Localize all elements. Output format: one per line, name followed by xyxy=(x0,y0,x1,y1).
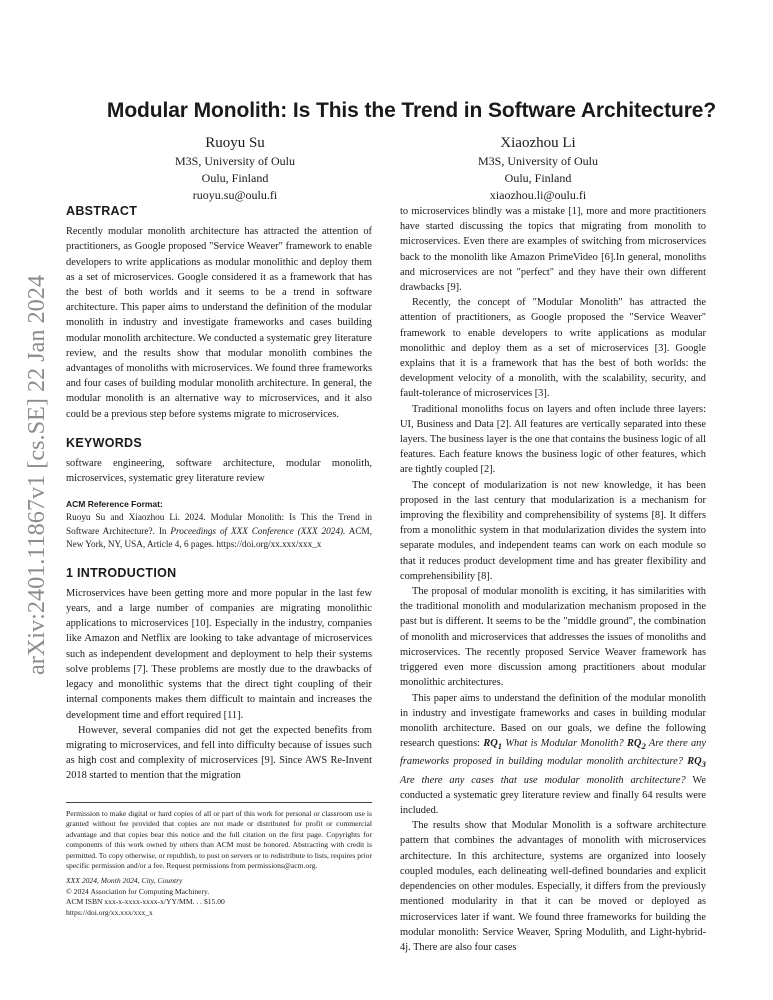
rq3-text: Are there any cases that use modular monolith architecture? xyxy=(400,774,686,786)
intro-paragraph: The concept of modularization is not new knowledge, it has been proposed in the last century that modularization is a mechanism for improving the flexibility and comprehensibility of systems [8]. It differs from a monolithic system in that modularization divides the system into separate modules, and independent teams can work on each module so that it reduces product development time and has greater flexibility and comprehensibility [8]. xyxy=(400,479,706,582)
author-affiliation: M3S, University of Oulu xyxy=(478,154,598,168)
footnote-rule xyxy=(66,802,372,803)
author-location: Oulu, Finland xyxy=(201,171,269,185)
intro-paragraph: Traditional monoliths focus on layers and often include three layers: UI, Business and Data [2]. All features are vertically separated into these layers. The business layer is the one that contains the business logic of all features. Each feature knows the business logic of other features, which are tightly coupled [2]. xyxy=(400,403,706,476)
author-email: xiaozhou.li@oulu.fi xyxy=(489,188,587,202)
acm-reference-rest: ACM, New York, NY, USA, Article 4, 6 pages. https://doi.org/xx.xxx/xxx_x xyxy=(66,525,372,550)
paper-title: Modular Monolith: Is This the Trend in Software Architecture? xyxy=(106,99,717,122)
acm-reference-authors: Ruoyu Su and Xiaozhou Li. 2024. Modular Monolith: Is This the Trend in Software Architecture?. In xyxy=(66,512,372,536)
author-block-1 xyxy=(105,133,365,204)
keywords-text: software engineering, software architecture, modular monolith, microservices, systematic grey literature review xyxy=(66,458,372,485)
acm-reference-text xyxy=(66,511,372,551)
footnote-copyright: © 2024 Association for Computing Machinery. xyxy=(66,886,210,896)
arxiv-sidebar-svg xyxy=(10,265,60,685)
intro-paragraph: The results show that Modular Monolith is a software architecture pattern that combines the advantages of monolith with microservices architecture. In this architecture, systems are organized into loosely coupled modules, each delineating well-defined boundaries and explicit dependencies on other modules. Especially, it differs from the previously mentioned modularity in that it can be moved or deployed as microservices later if want. We found three frameworks for building the modular monolith: Service Weaver, Spring Modulith, and Light-hybrid-4j. There are also four cases xyxy=(400,820,706,953)
footnote-permission: Permission to make digital or hard copies of all or part of this work for personal or classroom use is granted without fee provided that copies are not made or distributed for profit or commercial advantage and that copies bear this notice and the full citation on the first page. Copyrights for components of this work owned by others than ACM must be honored. Abstracting with credit is permitted. To copy otherwise, or republish, to post on servers or to redistribute to lists, requires prior specific permission and/or a fee. Request permissions from permissions@acm.org. xyxy=(66,808,372,871)
footnote-conference: XXX 2024, Month 2024, City, Country xyxy=(66,876,183,886)
rq3-label: $RQ_3$ xyxy=(687,756,706,770)
abstract-heading: ABSTRACT xyxy=(66,204,138,218)
left-column xyxy=(66,204,372,918)
intro-paragraph: The proposal of modular monolith is exciting, it has similarities with the traditional monolith and modularization mechanism proposed in the past but is different. It seems to be the "middle ground", the combination of monolith and microservices that addresses the issues of monoliths and microservices. The recently proposed Service Weaver framework has triggered even more discussion among practitioners about modular monolithic architectures. xyxy=(400,586,706,689)
intro-paragraph: Microservices have been getting more and more popular in the last few years, and a large number of companies are migrating monolithic applications to microservices [10]. Especially in the industry, companies like Amazon and Netflix are looking to take advantage of microservices such as independent development and deployment to help their systems solve problems [7]. These problems are mostly due to the drawbacks of legacy and monolithic systems that the direct tight coupling of their internal components makes them difficult to maintain and increases the development time and effort required [11]. xyxy=(66,587,372,721)
arxiv-id-text: arXiv:2401.11867v1 [cs.SE] 22 Jan 2024 xyxy=(24,278,50,675)
research-questions-paragraph: This paper aims to understand the definition of the modular monolith in industry and investigate frameworks and cases in building modular monolith architecture. Based on our goals, we define the following research questions: $RQ_1$ What is Modular Monolith? $RQ_2$ Are there any frameworks proposed in building modular monolith architecture? $RQ_3$ Are there any cases that use modular monolith architecture? We conducted a systematic grey literature review and finally 64 results were included. xyxy=(400,692,706,817)
acm-reference-venue: Proceedings of XXX Conference (XXX 2024). xyxy=(170,525,346,536)
author-affiliation: M3S, University of Oulu xyxy=(175,154,295,168)
footnote xyxy=(66,809,372,919)
intro-paragraph: However, several companies did not get the expected benefits from migrating to microservices, and fell into difficulty because of issues such as high cost and complexity of microservices [9]. Since AWS Re-Invent 2018 started to mention that the migration xyxy=(66,724,372,782)
author-name: Xiaozhou Li xyxy=(500,135,576,151)
abstract-text: Recently modular monolith architecture has attracted the attention of practitioners, as Google proposed "Service Weaver" framework to enable developers to write applications as modular monolithic and deploy them as a set of microservices. Google considered it as a framework that has the best of both worlds and it seems to be a trend in software architecture. This paper aims to understand the definition of the modular monolith in industry and investigate frameworks and cases building modular monolith architecture. We conducted a systematic grey literature review, and the results show that modular monolith combines the advantages of monoliths with microservices. We found three frameworks and four cases of building modular monolith architecture. In general, the modular monolith is an alternative way to microservices, and it also could be a previous step before systems migrate to microservices. xyxy=(66,226,372,420)
author-name: Ruoyu Su xyxy=(205,135,265,151)
acm-reference-heading: ACM Reference Format: xyxy=(66,499,163,510)
author-location: Oulu, Finland xyxy=(504,171,572,185)
right-column xyxy=(400,204,706,955)
rq2-text: Are there any frameworks proposed in building modular monolith architecture? xyxy=(400,738,706,768)
rq1-text: What is Modular Monolith? xyxy=(502,738,627,750)
intro-paragraph: Recently, the concept of "Modular Monolith" has attracted the attention of practitioners, as Google proposed the "Service Weaver" framework to enable developers to write applications as modular monolithic and deploy them as a set of microservices [3]. Google explains that it is a framework that has the best of both worlds: the development velocity of a monolith, with the scalability, security, and fault-tolerance of microservices [3]. xyxy=(400,297,706,400)
author-email: ruoyu.su@oulu.fi xyxy=(192,188,278,202)
intro-heading: 1 INTRODUCTION xyxy=(66,565,177,580)
author-block-2 xyxy=(408,133,668,204)
arxiv-sidebar-stamp xyxy=(10,265,60,685)
rq1-label: $RQ_1$ xyxy=(483,738,503,752)
keywords-heading: KEYWORDS xyxy=(66,435,143,450)
footnote-doi: https://doi.org/xx.xxx/xxx_x xyxy=(66,907,153,917)
footnote-isbn: ACM ISBN xxx-x-xxxx-xxxx-x/YY/MM. . . $15.00 xyxy=(66,897,225,907)
rq2-label: $RQ_2$ xyxy=(627,738,646,752)
intro-paragraph: to microservices blindly was a mistake [1], more and more practitioners have started discussing the topics that migrating from monolith to microservices. Even there are examples of switching from microservices back to the monolith like Amazon PrimeVideo [6].In general, monoliths and microservices are not "perfect" and they have their own different drawbacks [9]. xyxy=(400,206,706,294)
